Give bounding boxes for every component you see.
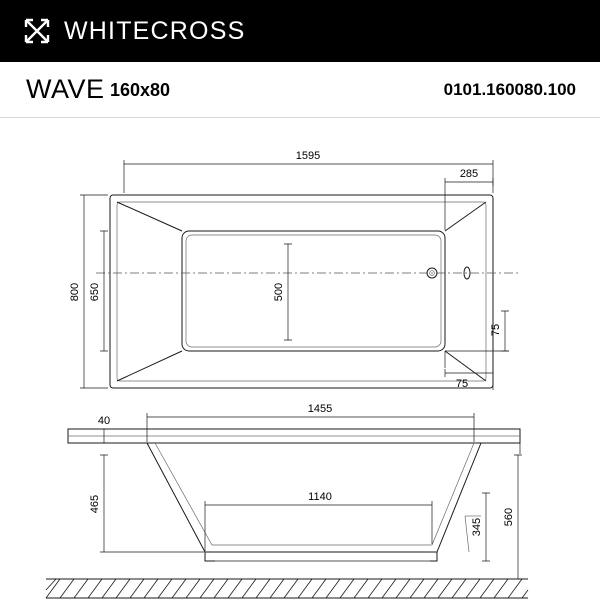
dim-drain-offset-bottom: 75 <box>455 378 469 390</box>
top-view <box>69 150 520 390</box>
whitecross-x-logo-icon <box>22 16 52 46</box>
side-view <box>46 403 528 598</box>
dim-drain-offset-right: 75 <box>490 323 502 337</box>
article-code: 0101.160080.100 <box>443 80 576 99</box>
model-name: WAVE <box>26 74 105 104</box>
dim-overall-width: 800 <box>69 282 81 302</box>
dim-inner-depth: 465 <box>89 494 101 514</box>
dim-wall-height: 345 <box>471 517 483 537</box>
dim-bottom-length: 1140 <box>308 491 332 503</box>
brand-name: WHITECROSS <box>64 16 246 45</box>
dim-top-inner-length: 1455 <box>307 403 333 415</box>
dim-rim-end-width: 285 <box>459 168 479 180</box>
dim-overall-height: 560 <box>503 507 515 527</box>
dim-overall-length: 1595 <box>295 150 321 162</box>
bathtub-drawing <box>0 118 600 600</box>
brand-header <box>0 0 600 62</box>
dim-inner-bottom-width: 500 <box>273 282 285 302</box>
model-size: 160x80 <box>110 80 171 100</box>
dim-rim-thickness: 40 <box>97 415 111 427</box>
product-title-row <box>0 62 600 118</box>
dim-inner-width: 650 <box>89 282 101 302</box>
